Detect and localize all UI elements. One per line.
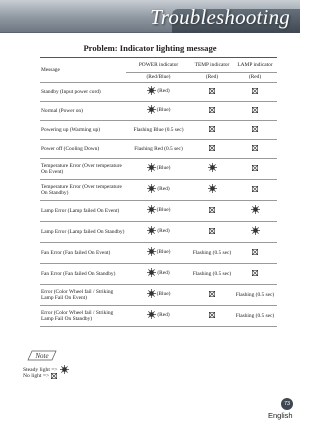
- sun-icon: [147, 184, 156, 193]
- note-badge: [26, 349, 58, 362]
- power-text: (Blue): [156, 248, 171, 255]
- off-box-icon: [209, 228, 215, 234]
- sun-icon: [147, 247, 156, 256]
- temp-cell: [191, 121, 233, 140]
- temp-cell: [191, 306, 233, 327]
- lamp-cell: [233, 201, 277, 222]
- off-box-icon: [252, 186, 258, 192]
- lamp-cell: [233, 306, 277, 327]
- power-cell: [126, 102, 191, 121]
- table-row: [40, 243, 277, 264]
- off-box-icon: [209, 207, 215, 213]
- off-box-icon: [252, 165, 258, 171]
- message-cell: Temperature Error (Over temperature On Standby): [40, 180, 126, 201]
- indicator-table-body: [40, 83, 277, 327]
- power-cell: [126, 222, 191, 243]
- lamp-cell: [233, 83, 277, 102]
- power-cell: [126, 201, 191, 222]
- power-cell: [126, 306, 191, 327]
- message-cell: Power off (Cooling Down): [40, 140, 126, 159]
- power-cell: [126, 121, 191, 140]
- temp-cell: [191, 201, 233, 222]
- sun-icon: [147, 86, 156, 95]
- lamp-text: Flashing (0.5 sec): [235, 312, 275, 319]
- table-row: [40, 201, 277, 222]
- message-cell: Error (Color Wheel fail / Striking Lamp Fail On Event): [40, 285, 126, 306]
- sun-icon: [147, 289, 156, 298]
- sun-icon: [147, 226, 156, 235]
- page-number-badge: [281, 398, 293, 410]
- sun-icon: [251, 226, 260, 235]
- sun-icon: [147, 310, 156, 319]
- lamp-cell: [233, 264, 277, 285]
- temp-cell: [191, 285, 233, 306]
- power-text: (Blue): [156, 106, 171, 113]
- lamp-cell: [233, 180, 277, 201]
- power-text: (Blue): [156, 290, 171, 297]
- lamp-cell: [233, 243, 277, 264]
- sun-icon: [251, 205, 260, 214]
- lamp-cell: [233, 285, 277, 306]
- col-header-power: POWER indicator: [126, 58, 191, 73]
- power-text: (Red): [157, 269, 170, 276]
- temp-cell: [191, 140, 233, 159]
- temp-text: Flashing (0.5 sec): [192, 249, 232, 256]
- temp-cell: [191, 159, 233, 180]
- power-cell: [126, 285, 191, 306]
- temp-text: Flashing (0.5 sec): [192, 270, 232, 277]
- message-cell: Powering up (Warming up): [40, 121, 126, 140]
- off-box-icon: [209, 291, 215, 297]
- legend-off: [23, 373, 57, 379]
- table-row: [40, 83, 277, 102]
- off-box-icon: [209, 145, 215, 151]
- power-cell: [126, 180, 191, 201]
- off-box-icon: [209, 312, 215, 318]
- power-text: (Red): [157, 87, 170, 94]
- table-row: [40, 222, 277, 243]
- table-row: [40, 180, 277, 201]
- off-box-icon: [209, 107, 215, 113]
- sun-icon: [147, 268, 156, 277]
- off-box-icon: [252, 107, 258, 113]
- temp-cell: [191, 264, 233, 285]
- language-label: English: [268, 411, 293, 420]
- sun-icon: [208, 184, 217, 193]
- table-row: [40, 102, 277, 121]
- temp-cell: [191, 102, 233, 121]
- lamp-cell: [233, 102, 277, 121]
- power-cell: [126, 243, 191, 264]
- off-box-icon: [252, 145, 258, 151]
- sub-header-power: (Red/Blue): [126, 73, 191, 83]
- message-cell: Lamp Error (Lamp failed On Standby): [40, 222, 126, 243]
- header-banner: [0, 0, 300, 33]
- off-box-icon: [209, 126, 215, 132]
- table-row: [40, 285, 277, 306]
- power-text: (Blue): [156, 206, 171, 213]
- power-text: (Red): [157, 311, 170, 318]
- sub-header-temp: (Red): [191, 73, 233, 83]
- power-cell: [126, 159, 191, 180]
- lamp-text: Flashing (0.5 sec): [235, 291, 275, 298]
- temp-cell: [191, 180, 233, 201]
- power-text: (Blue): [156, 164, 171, 171]
- power-cell: [126, 264, 191, 285]
- off-box-icon: [209, 88, 215, 94]
- power-cell: [126, 140, 191, 159]
- table-row: [40, 264, 277, 285]
- lamp-cell: [233, 121, 277, 140]
- power-cell: [126, 83, 191, 102]
- temp-cell: [191, 243, 233, 264]
- power-text: Flashing Blue (0.5 sec): [133, 126, 184, 133]
- sun-icon: [147, 163, 156, 172]
- section-heading: Problem: Indicator lighting message: [83, 43, 217, 53]
- lamp-cell: [233, 159, 277, 180]
- off-box-icon: [51, 373, 57, 379]
- off-box-icon: [252, 249, 258, 255]
- table-row: [40, 140, 277, 159]
- lamp-cell: [233, 140, 277, 159]
- message-cell: Lamp Error (Lamp failed On Event): [40, 201, 126, 222]
- sun-icon: [60, 365, 69, 374]
- power-text: (Red): [157, 227, 170, 234]
- message-cell: Fan Error (Fan failed On Event): [40, 243, 126, 264]
- sun-icon: [147, 205, 156, 214]
- message-cell: Fan Error (Fan failed On Standby): [40, 264, 126, 285]
- off-box-icon: [252, 126, 258, 132]
- note-label: Note: [35, 352, 49, 360]
- legend-off-label: No light =>: [23, 373, 50, 379]
- table-row: [40, 121, 277, 140]
- page-number: 73: [283, 401, 291, 407]
- table-row: [40, 306, 277, 327]
- legend-steady-label: Steady light =>: [23, 366, 58, 373]
- temp-cell: [191, 83, 233, 102]
- off-box-icon: [252, 88, 258, 94]
- power-text: (Red): [157, 185, 170, 192]
- sun-icon: [208, 163, 217, 172]
- lamp-cell: [233, 222, 277, 243]
- page-title: Troubleshooting: [150, 5, 290, 29]
- indicator-table: [40, 57, 277, 327]
- power-text: Flashing Red (0.5 sec): [134, 145, 183, 152]
- sub-header-lamp: (Red): [233, 73, 277, 83]
- temp-cell: [191, 222, 233, 243]
- col-header-lamp: LAMP indicator: [233, 58, 277, 73]
- off-box-icon: [252, 270, 258, 276]
- sun-icon: [147, 105, 156, 114]
- table-row: [40, 159, 277, 180]
- message-cell: Standby (Input power cord): [40, 83, 126, 102]
- col-header-temp: TEMP indicator: [191, 58, 233, 73]
- message-cell: Error (Color Wheel fail / Striking Lamp Fail On Standby): [40, 306, 126, 327]
- col-header-message: Message: [40, 58, 126, 83]
- message-cell: Temperature Error (Over temperature On Event): [40, 159, 126, 180]
- message-cell: Normal (Power on): [40, 102, 126, 121]
- note-icon: [26, 349, 58, 362]
